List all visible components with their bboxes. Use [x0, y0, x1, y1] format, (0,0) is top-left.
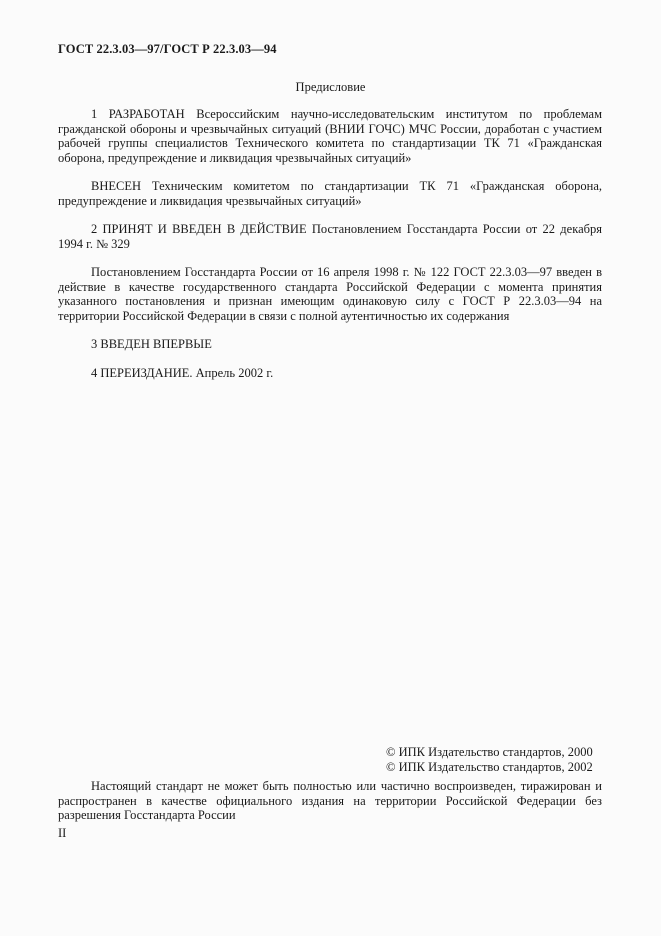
copyright-line: © ИПК Издательство стандартов, 2000 — [386, 745, 593, 759]
paragraph-introduced: ВНЕСЕН Техническим комитетом по стандартизации ТК 71 «Гражданская оборона, предупреждение и ликвидация чрезвычайных ситуаций» — [58, 179, 602, 208]
copyright-block — [386, 745, 593, 775]
copyright-line: © ИПК Издательство стандартов, 2002 — [386, 760, 593, 774]
page-number: II — [58, 826, 67, 840]
reproduction-notice: Настоящий стандарт не может быть полностью или частично воспроизведен, тиражирован и распространен в качестве официального издания на территории Российской Федерации без разрешения Госстандарта России — [58, 779, 602, 822]
preface-title: Предисловие — [295, 80, 366, 94]
paragraph-developed: 1 РАЗРАБОТАН Всероссийским научно-исследовательским институтом по проблемам гражданской обороны и чрезвычайных ситуаций (ВНИИ ГОЧС) МЧС России, доработан с участием рабочей группы специалистов Технического комитета по стандартизации ТК 71 «Гражданская оборона, предупреждение и ликвидация чрезвычайных ситуаций» — [58, 107, 602, 165]
paragraph-resolution: Постановлением Госстандарта России от 16 апреля 1998 г. № 122 ГОСТ 22.3.03—97 введен в действие в качестве государственного стандарта Российской Федерации с момента принятия указанного постановления и признан имеющим одинаковую силу с ГОСТ Р 22.3.03—94 на территории Российской Федерации в связи с полной аутентичностью их содержания — [58, 265, 602, 323]
paragraph-reissue: 4 ПЕРЕИЗДАНИЕ. Апрель 2002 г. — [91, 365, 274, 380]
paragraph-adopted: 2 ПРИНЯТ И ВВЕДЕН В ДЕЙСТВИЕ Постановлением Госстандарта России от 22 декабря 1994 г. № 329 — [58, 222, 602, 251]
preface-body — [58, 107, 602, 394]
document-header: ГОСТ 22.3.03—97/ГОСТ Р 22.3.03—94 — [58, 42, 277, 56]
paragraph-first-introduced: 3 ВВЕДЕН ВПЕРВЫЕ — [91, 337, 212, 351]
